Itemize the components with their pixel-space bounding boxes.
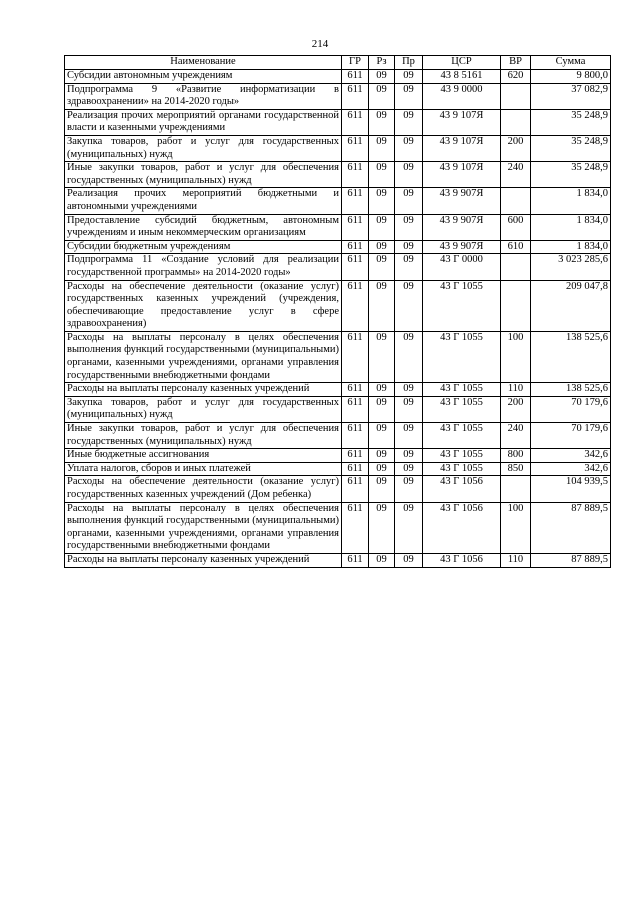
- cell-rz: 09: [369, 423, 395, 449]
- cell-pr: 09: [395, 553, 423, 567]
- cell-sum: 209 047,8: [531, 280, 611, 331]
- cell-csr: 43 Г 1055: [423, 423, 501, 449]
- cell-sum: 1 834,0: [531, 188, 611, 214]
- cell-sum: 138 525,6: [531, 331, 611, 382]
- cell-vr: 100: [501, 502, 531, 553]
- table-row: [65, 280, 611, 331]
- cell-csr: 43 9 107Я: [423, 109, 501, 135]
- cell-gr: 611: [342, 396, 369, 422]
- cell-name: Расходы на обеспечение деятельности (оказание услуг) государственных казенных учреждений (Дом ребенка): [65, 476, 342, 502]
- table-body: [65, 70, 611, 568]
- cell-gr: 611: [342, 254, 369, 280]
- cell-sum: 3 023 285,6: [531, 254, 611, 280]
- table-header-row: [65, 56, 611, 70]
- cell-name: Подпрограмма 11 «Создание условий для реализации государственной программы» на 2014-2020 годы»: [65, 254, 342, 280]
- cell-pr: 09: [395, 162, 423, 188]
- cell-rz: 09: [369, 462, 395, 476]
- table-row: [65, 476, 611, 502]
- cell-vr: [501, 109, 531, 135]
- cell-sum: 37 082,9: [531, 83, 611, 109]
- cell-vr: 240: [501, 423, 531, 449]
- cell-vr: 600: [501, 214, 531, 240]
- cell-gr: 611: [342, 83, 369, 109]
- table-row: [65, 214, 611, 240]
- cell-pr: 09: [395, 83, 423, 109]
- header-vr: ВР: [501, 56, 531, 70]
- cell-rz: 09: [369, 162, 395, 188]
- table-row: [65, 188, 611, 214]
- cell-csr: 43 9 107Я: [423, 135, 501, 161]
- cell-vr: 620: [501, 70, 531, 84]
- cell-csr: 43 Г 1055: [423, 383, 501, 397]
- cell-pr: 09: [395, 502, 423, 553]
- cell-pr: 09: [395, 383, 423, 397]
- cell-name: Расходы на выплаты персоналу казенных учреждений: [65, 383, 342, 397]
- cell-pr: 09: [395, 240, 423, 254]
- cell-name: Закупка товаров, работ и услуг для государственных (муниципальных) нужд: [65, 396, 342, 422]
- cell-vr: 110: [501, 553, 531, 567]
- cell-vr: 200: [501, 135, 531, 161]
- cell-rz: 09: [369, 553, 395, 567]
- cell-vr: [501, 280, 531, 331]
- cell-rz: 09: [369, 254, 395, 280]
- cell-name: Уплата налогов, сборов и иных платежей: [65, 462, 342, 476]
- cell-csr: 43 Г 1056: [423, 502, 501, 553]
- table-row: [65, 162, 611, 188]
- cell-sum: 342,6: [531, 449, 611, 463]
- cell-rz: 09: [369, 214, 395, 240]
- cell-gr: 611: [342, 70, 369, 84]
- cell-sum: 70 179,6: [531, 396, 611, 422]
- cell-csr: 43 9 107Я: [423, 162, 501, 188]
- cell-gr: 611: [342, 553, 369, 567]
- cell-csr: 43 9 907Я: [423, 214, 501, 240]
- cell-pr: 09: [395, 449, 423, 463]
- table-row: [65, 383, 611, 397]
- cell-name: Иные закупки товаров, работ и услуг для обеспечения государственных (муниципальных) нужд: [65, 423, 342, 449]
- cell-rz: 09: [369, 502, 395, 553]
- cell-vr: 100: [501, 331, 531, 382]
- cell-gr: 611: [342, 331, 369, 382]
- cell-csr: 43 9 0000: [423, 83, 501, 109]
- page-number: 214: [311, 38, 329, 50]
- cell-gr: 611: [342, 280, 369, 331]
- cell-sum: 35 248,9: [531, 109, 611, 135]
- cell-gr: 611: [342, 109, 369, 135]
- cell-name: Закупка товаров, работ и услуг для государственных (муниципальных) нужд: [65, 135, 342, 161]
- table-row: [65, 240, 611, 254]
- cell-vr: 200: [501, 396, 531, 422]
- cell-vr: [501, 188, 531, 214]
- cell-gr: 611: [342, 383, 369, 397]
- cell-pr: 09: [395, 214, 423, 240]
- cell-pr: 09: [395, 396, 423, 422]
- cell-rz: 09: [369, 240, 395, 254]
- cell-vr: 800: [501, 449, 531, 463]
- cell-vr: [501, 83, 531, 109]
- cell-vr: [501, 254, 531, 280]
- cell-csr: 43 Г 1055: [423, 462, 501, 476]
- cell-csr: 43 Г 1056: [423, 553, 501, 567]
- cell-vr: [501, 476, 531, 502]
- header-rz: Рз: [369, 56, 395, 70]
- cell-sum: 87 889,5: [531, 553, 611, 567]
- table-row: [65, 462, 611, 476]
- header-csr: ЦСР: [423, 56, 501, 70]
- cell-pr: 09: [395, 135, 423, 161]
- cell-name: Реализация прочих мероприятий органами государственной власти и казенными учреждениями: [65, 109, 342, 135]
- cell-csr: 43 Г 1055: [423, 449, 501, 463]
- cell-pr: 09: [395, 423, 423, 449]
- cell-gr: 611: [342, 449, 369, 463]
- cell-sum: 138 525,6: [531, 383, 611, 397]
- cell-name: Расходы на выплаты персоналу в целях обеспечения выполнения функций государственными (муниципальными) органами, казенными учреждениями, органами управления государственными внебюджетными фондами: [65, 331, 342, 382]
- cell-pr: 09: [395, 254, 423, 280]
- cell-rz: 09: [369, 396, 395, 422]
- cell-gr: 611: [342, 476, 369, 502]
- cell-name: Предоставление субсидий бюджетным, автономным учреждениям и иным некоммерческим организациям: [65, 214, 342, 240]
- cell-pr: 09: [395, 280, 423, 331]
- cell-gr: 611: [342, 188, 369, 214]
- cell-csr: 43 Г 1056: [423, 476, 501, 502]
- table-row: [65, 254, 611, 280]
- cell-gr: 611: [342, 423, 369, 449]
- table-row: [65, 502, 611, 553]
- table-row: [65, 423, 611, 449]
- cell-rz: 09: [369, 83, 395, 109]
- cell-rz: 09: [369, 449, 395, 463]
- cell-vr: 110: [501, 383, 531, 397]
- cell-gr: 611: [342, 462, 369, 476]
- cell-name: Иные бюджетные ассигнования: [65, 449, 342, 463]
- cell-vr: 850: [501, 462, 531, 476]
- cell-vr: 240: [501, 162, 531, 188]
- cell-sum: 70 179,6: [531, 423, 611, 449]
- cell-sum: 35 248,9: [531, 162, 611, 188]
- table-row: [65, 449, 611, 463]
- cell-gr: 611: [342, 214, 369, 240]
- cell-name: Субсидии автономным учреждениям: [65, 70, 342, 84]
- header-pr: Пр: [395, 56, 423, 70]
- cell-rz: 09: [369, 476, 395, 502]
- cell-csr: 43 Г 1055: [423, 280, 501, 331]
- table-row: [65, 331, 611, 382]
- cell-rz: 09: [369, 70, 395, 84]
- cell-csr: 43 Г 1055: [423, 396, 501, 422]
- cell-pr: 09: [395, 331, 423, 382]
- cell-gr: 611: [342, 240, 369, 254]
- cell-gr: 611: [342, 162, 369, 188]
- cell-name: Субсидии бюджетным учреждениям: [65, 240, 342, 254]
- cell-pr: 09: [395, 188, 423, 214]
- cell-name: Иные закупки товаров, работ и услуг для обеспечения государственных (муниципальных) нужд: [65, 162, 342, 188]
- table-row: [65, 83, 611, 109]
- cell-csr: 43 9 907Я: [423, 188, 501, 214]
- cell-sum: 104 939,5: [531, 476, 611, 502]
- cell-rz: 09: [369, 331, 395, 382]
- cell-csr: 43 9 907Я: [423, 240, 501, 254]
- cell-sum: 87 889,5: [531, 502, 611, 553]
- cell-rz: 09: [369, 135, 395, 161]
- cell-gr: 611: [342, 135, 369, 161]
- cell-name: Расходы на обеспечение деятельности (оказание услуг) государственных казенных учреждений (учреждения, обеспечивающие предоставление услуг в сфере здравоохранения): [65, 280, 342, 331]
- table-row: [65, 70, 611, 84]
- cell-pr: 09: [395, 70, 423, 84]
- cell-sum: 35 248,9: [531, 135, 611, 161]
- cell-csr: 43 Г 0000: [423, 254, 501, 280]
- cell-sum: 1 834,0: [531, 214, 611, 240]
- budget-table: [64, 55, 611, 568]
- cell-rz: 09: [369, 109, 395, 135]
- cell-name: Реализация прочих мероприятий бюджетными и автономными учреждениями: [65, 188, 342, 214]
- table-row: [65, 135, 611, 161]
- cell-rz: 09: [369, 383, 395, 397]
- cell-vr: 610: [501, 240, 531, 254]
- header-gr: ГР: [342, 56, 369, 70]
- table-row: [65, 109, 611, 135]
- cell-sum: 1 834,0: [531, 240, 611, 254]
- header-sum: Сумма: [531, 56, 611, 70]
- cell-sum: 342,6: [531, 462, 611, 476]
- cell-rz: 09: [369, 280, 395, 331]
- table-row: [65, 553, 611, 567]
- cell-gr: 611: [342, 502, 369, 553]
- cell-pr: 09: [395, 462, 423, 476]
- table-row: [65, 396, 611, 422]
- cell-rz: 09: [369, 188, 395, 214]
- cell-csr: 43 Г 1055: [423, 331, 501, 382]
- cell-pr: 09: [395, 476, 423, 502]
- cell-name: Расходы на выплаты персоналу казенных учреждений: [65, 553, 342, 567]
- cell-name: Подпрограмма 9 «Развитие информатизации в здравоохранении» на 2014-2020 годы»: [65, 83, 342, 109]
- cell-csr: 43 8 5161: [423, 70, 501, 84]
- header-name: Наименование: [65, 56, 342, 70]
- cell-sum: 9 800,0: [531, 70, 611, 84]
- cell-name: Расходы на выплаты персоналу в целях обеспечения выполнения функций государственными (муниципальными) органами, казенными учреждениями, органами управления государственными внебюджетными фондами: [65, 502, 342, 553]
- cell-pr: 09: [395, 109, 423, 135]
